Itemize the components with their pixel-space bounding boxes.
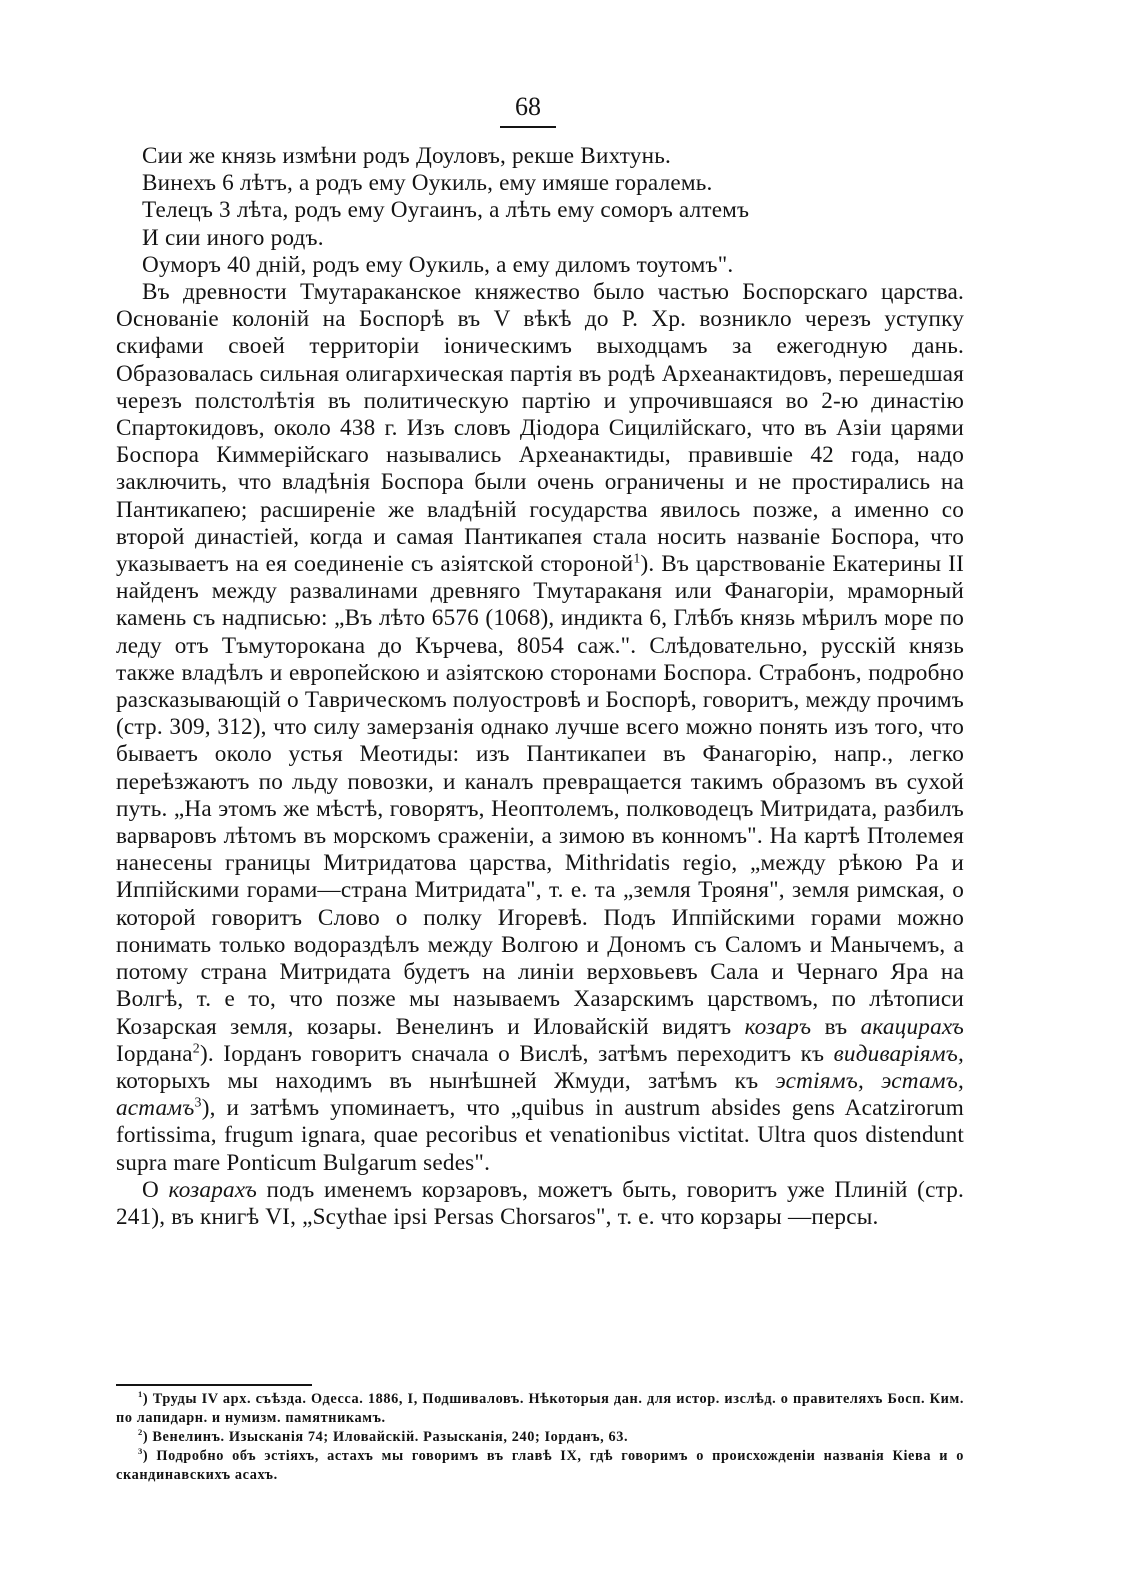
footnote-1 — [116, 1390, 964, 1428]
italic-term: козарахъ — [168, 1176, 257, 1203]
paragraph-bosporus — [116, 279, 964, 1177]
page-number: 68 — [515, 92, 541, 121]
paragraph-kozary — [116, 1177, 964, 1231]
footnote-marker: 1 — [138, 1389, 143, 1400]
footnote-ref-1: 1 — [633, 551, 641, 567]
verse-line: Оуморъ 40 дній, родъ ему Оукиль, а ему диломъ тоутомъ". — [142, 251, 734, 278]
verse-line: Сии же князь измѣни родъ Доуловъ, рекше Вихтунь. — [142, 143, 671, 169]
footnote-ref-3: 3 — [194, 1095, 202, 1111]
italic-term: видиваріямъ, — [833, 1040, 964, 1067]
footnote-ref-2: 2 — [192, 1040, 200, 1056]
text-run: подъ именемъ корзаровъ, можетъ быть, говоритъ уже Плиній (стр. 241), въ книгѣ VI, „Scythae ipsi Persas Chorsaros", т. е. что корзары —персы. — [116, 1176, 964, 1230]
footnote-text: ) Труды IV арх. съѣзда. Одесса. 1886, I, Подшиваловъ. Нѣкоторыя дан. для истор. изслѣд. о правителяхъ Босп. Ким. по лапидарн. и нумизм. памятникамъ. — [116, 1391, 964, 1426]
page-number-underline — [500, 126, 556, 128]
text-run: ). Іорданъ говоритъ сначала о Вислѣ, затѣмъ переходитъ къ — [199, 1040, 825, 1067]
footnote-text: ) Венелинъ. Изысканія 74; Иловайскій. Разысканія, 240; Іорданъ, 63. — [142, 1429, 629, 1445]
footnote-2 — [116, 1428, 964, 1447]
italic-term: козаръ — [744, 1013, 812, 1040]
italic-term: акацирахъ — [860, 1013, 965, 1040]
footnote-3 — [116, 1447, 964, 1485]
text-run: ). Въ царствованіе Екатерины II найденъ между развалинами древняго Тмутараканя или Фанагоріи, мраморный камень съ надписью: „Въ лѣто 6576 (1068), индикта 6, Глѣбъ князь мѣрилъ море по леду отъ Тъмуторокана до Кърчева, 8054 саж.". Слѣдовательно, русскій князь также владѣлъ и европейскою и азіятскою сторонами Боспора. Страбонъ, подробно разсказывающій о Таврическомъ полуостровѣ и Боспорѣ, говоритъ, между прочимъ (стр. 309, 312), что силу замерзанія однако лучше всего можно понять изъ того, что бываетъ около устья Меотиды: изъ Пантикапеи въ Фанагорію, напр., легко переѣзжаютъ по льду повозки, и каналъ превращается такимъ образомъ въ сухой путь. „На этомъ же мѣстѣ, говорятъ, Неоптолемъ, полководецъ Митридата, разбилъ варваровъ лѣтомъ въ морскомъ сраженіи, а зимою въ конномъ". На картѣ Птолемея нанесены границы Митридатова царства, Mithridatis regio, „между рѣкою Ра и Иппійскими горами—страна Митридата", т. е. та „земля Трояня", земля римская, о которой говоритъ Слово о полку Игоревѣ. Подъ Иппійскими горами можно понимать только водораздѣлъ между Волгою и Дономъ съ Саломъ и Манычемъ, а потому страна Митридата будетъ на линіи верховьевъ Сала и Чернаго Яра на Волгѣ, т. е то, что позже мы называемъ Хазарскимъ царствомъ, по лѣтописи Козарская земля, козары. Венелинъ и Иловайскій видятъ — [116, 551, 964, 1040]
text-run: въ — [824, 1013, 848, 1040]
footnote-marker: 2 — [138, 1427, 143, 1438]
text-run: которыхъ мы находимъ въ нынѣшней Жмуди, затѣмъ къ — [116, 1067, 759, 1094]
italic-term: эстіямъ, эстамъ, астамъ — [116, 1067, 964, 1122]
footnotes — [116, 1390, 964, 1485]
verse-line: Винехъ 6 лѣтъ, а родъ ему Оукиль, ему имяше горалемь. — [142, 170, 713, 197]
text-run: Въ древности Тмутараканское княжество было частью Боспорскаго царства. Основаніе колоній на Боспорѣ въ V вѣкѣ до Р. Хр. возникло черезъ уступку скифами своей территоріи іоническимъ выходцамъ за ежегодную дань. Образовалась сильная олигархическая партія въ родѣ Археанактидовъ, перешедшая черезъ полстолѣтія въ политическую партію и упрочившаяся во 2-ю династію Спартокидовъ, около 438 г. Изъ словъ Діодора Сицилійскаго, что въ Азіи царями Боспора Киммерійскаго назывались Археанактиды, правившіе 42 года, надо заключить, что владѣнія Боспора были очень ограничены и не простирались на Пантикапею; расширеніе же владѣній государства явилось позже, а именно со второй династіей, когда и самая Пантикапея стала носить названіе Боспора, что указываетъ на ея соединеніе съ азіятской стороной — [116, 279, 964, 578]
text-run: ), и затѣмъ упоминаетъ, что „quibus in austrum absides gens Acatzirorum fortissima, frugum ignara, quae pecoribus et venationibus victitat. Ultra quos distendunt supra mare Ponticum Bulgarum sedes". — [116, 1095, 964, 1176]
text-run: Іордана — [116, 1040, 193, 1067]
verse-line: И сии иного родъ. — [142, 224, 324, 251]
text-run: О — [142, 1176, 159, 1203]
verse-line: Телецъ 3 лѣта, родъ ему Оугаинъ, а лѣть ему соморъ алтемъ — [142, 197, 750, 224]
footnote-text: ) Подробно объ эстіяхъ, астахъ мы говоримъ въ главѣ IX, гдѣ говоримъ о происхожденіи названія Кіева и о скандинавскихъ асахъ. — [116, 1448, 964, 1483]
footnote-marker: 3 — [138, 1446, 143, 1457]
footnote-divider — [116, 1384, 312, 1386]
main-text — [116, 143, 964, 1231]
